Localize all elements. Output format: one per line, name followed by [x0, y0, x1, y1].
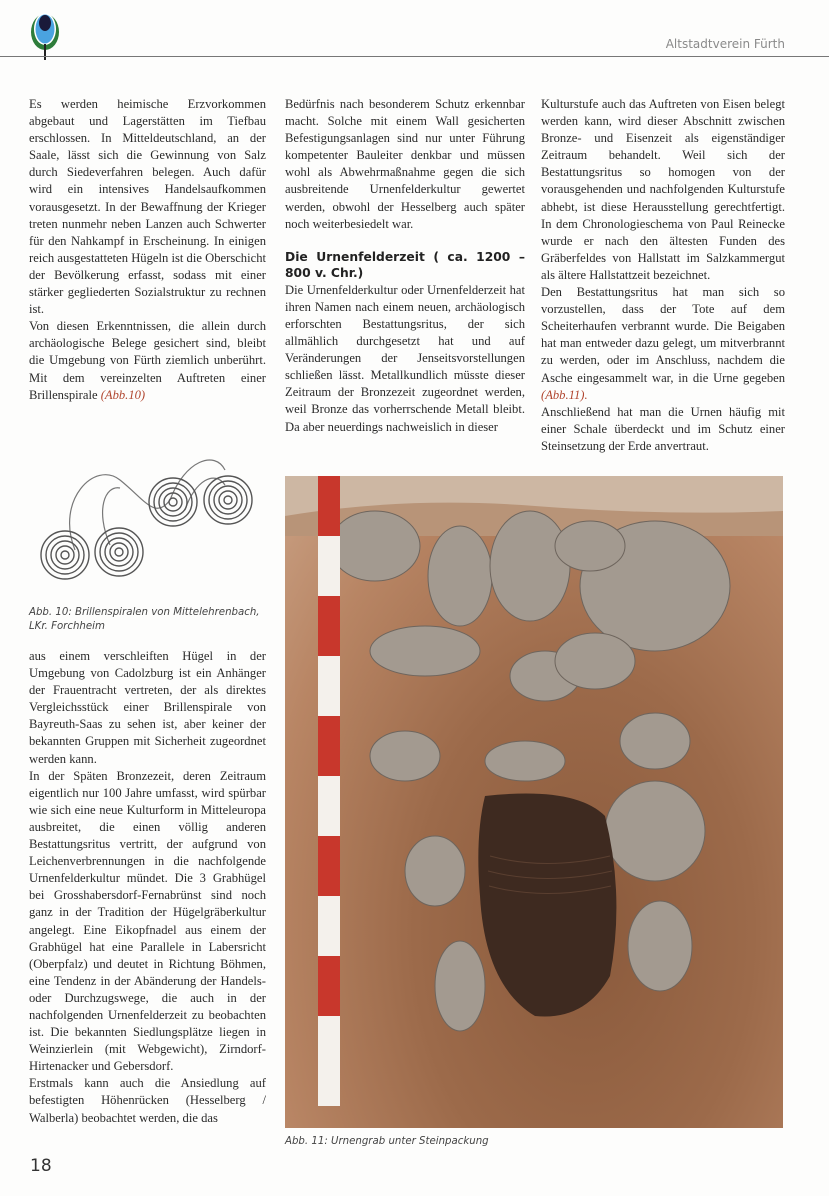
paragraph: In der Späten Bronzezeit, deren Zeitraum eigentlich nur 100 Jahre umfasst, wird spürbar wie sich eine neue Kulturform in Mitteleuropa ausbreitet, die einen völlig anderen Bestattungsritus vertritt, der aufgrund von Leichenverbrennungen in die nachfolgende Urnenfelderkultur mündet. Die 3 Grabhügel bei Grosshabersdorf-Fernabrünst sind noch ganz in der Tradition der Hügelgräberkultur angelegt. Eine Eikopfnadel aus einem der Grabhügel hat eine Parallele in Labersricht (Oberpfalz) und deutet in Richtung Böhmen, eine Tendenz in der Abänderung der Handels- oder Durchzugswege, die auch in der nachfolgenden Urnenfelderzeit zu beobachten ist. Die bekannten Siedlungsplätze liegen in Weinzierlein (mit Webgewicht), Zirndorf-Hirtenacker und Gebersdorf.: [29, 768, 266, 1074]
figure-11-caption: Abb. 11: Urnengrab unter Steinpackung: [285, 1136, 489, 1147]
header-rule: [0, 56, 829, 57]
header-title: Altstadtverein Fürth: [665, 37, 785, 51]
column-2: [285, 96, 525, 436]
paragraph: Anschließend hat man die Urnen häufig mit einer Schale überdeckt und im Schutz einer Steinsetzung der Erde anvertraut.: [541, 404, 785, 453]
paragraph: Die Urnenfelderkultur oder Urnenfelderzeit hat ihren Namen nach einem neuen, archäologisch erforschten Bestattungsritus, der sich allmählich durchgesetzt hat und auf Veränderungen der Jenseitsvorstellungen schließen lässt. Metallkundlich müsste dieser Zeitraum der Bronzezeit zugeordnet werden, weil Bronze das vorherrschende Metall bleibt. Da aber neuerdings nachweislich in dieser: [285, 282, 525, 434]
paragraph: Erstmals kann auch die Ansiedlung auf befestigten Höhenrücken (Hesselberg / Walberla) beobachtet werden, die das: [29, 1076, 266, 1125]
column-1-bottom: [29, 648, 266, 1127]
figure-10-caption: Abb. 10: Brillenspiralen von Mittelehrenbach, LKr. Forchheim: [29, 607, 260, 632]
spectacle-spirals-image: [35, 440, 270, 590]
paragraph: aus einem verschleiften Hügel in der Umgebung von Cadolzburg ist ein Anhänger der Frauentracht vertreten, der als direktes Vergleichsstück einer Brillenspirale von Bayreuth-Saas zu sehen ist, aber keiner der bekannten Gruppen mit Sicherheit zugeordnet werden kann.: [29, 649, 266, 766]
column-1-top: [29, 96, 266, 404]
section-heading: Die Urnenfelderzeit ( ca. 1200 – 800 v. Chr.): [285, 249, 525, 280]
altstadtverein-logo: [22, 8, 68, 60]
figure-reference: (Abb.11).: [541, 387, 588, 402]
urn-grave-photo: [285, 476, 783, 1128]
paragraph: Kulturstufe auch das Auftreten von Eisen belegt werden kann, wird dieser Abschnitt zwischen Bronze- und Eisenzeit als eigenständiger Zeitraum behandelt. Weil sich der Bestattungsritus so homogen von der vorausgehenden und nachfolgenden Kulturstufe abhebt, ist diese Herausstellung gerechtfertigt. In dem Chronologieschema von Paul Reinecke wurde er nach den ältesten Funden des Gräberfeldes von Hallstatt im Salzkammergut als ältere Hallstattzeit bezeichnet.: [541, 97, 785, 282]
page-number: 18: [30, 1156, 52, 1176]
paragraph: Von diesen Erkenntnissen, die allein durch archäologische Belege gesichert sind, bleibt die Umgebung von Fürth ziemlich unberührt. Mit dem vereinzelten Auftreten einer Brillenspirale (Abb.10): [29, 319, 266, 402]
column-3: [541, 96, 785, 455]
paragraph: Es werden heimische Erzvorkommen abgebaut und Lagerstätten im Tiefbau erschlossen. In Mitteldeutschland, an der Saale, lässt sich die Gewinnung von Salz durch Siedeverfahren belegen. Auch dafür wird ein intensives Handelsaufkommen vorausgesetzt. In der Bewaffnung der Krieger treten nunmehr neben Lanzen auch Schwerter für den Nahkampf in Erscheinung. In einigen reich ausgestatteten Hügeln ist die Oberschicht der Bevölkerung erfasst, sodass mit einer stärker gegliederten Sozialstruktur zu rechnen ist.: [29, 97, 266, 317]
paragraph: Bedürfnis nach besonderem Schutz erkennbar macht. Solche mit einem Wall gesicherten Befestigungsanlagen sind nur unter Führung kompetenter Bauleiter denkbar und müssen wohl als Abwehrmaßnahme gegen die sich ausbreitende Urnenfelderkultur gewertet werden, obwohl der Hesselberg auch später noch weiterbesiedelt war.: [285, 97, 525, 231]
figure-reference: (Abb.10): [100, 387, 146, 402]
paragraph: Den Bestattungsritus hat man sich so vorzustellen, dass der Tote auf dem Scheiterhaufen verbrannt wurde. Die Beigaben hat man entweder dazu gelegt, um mitverbrannt zu werden, oder im Anschluss, nachdem die Asche eingesammelt war, in die Urne gegeben (Abb.11).: [541, 285, 785, 402]
